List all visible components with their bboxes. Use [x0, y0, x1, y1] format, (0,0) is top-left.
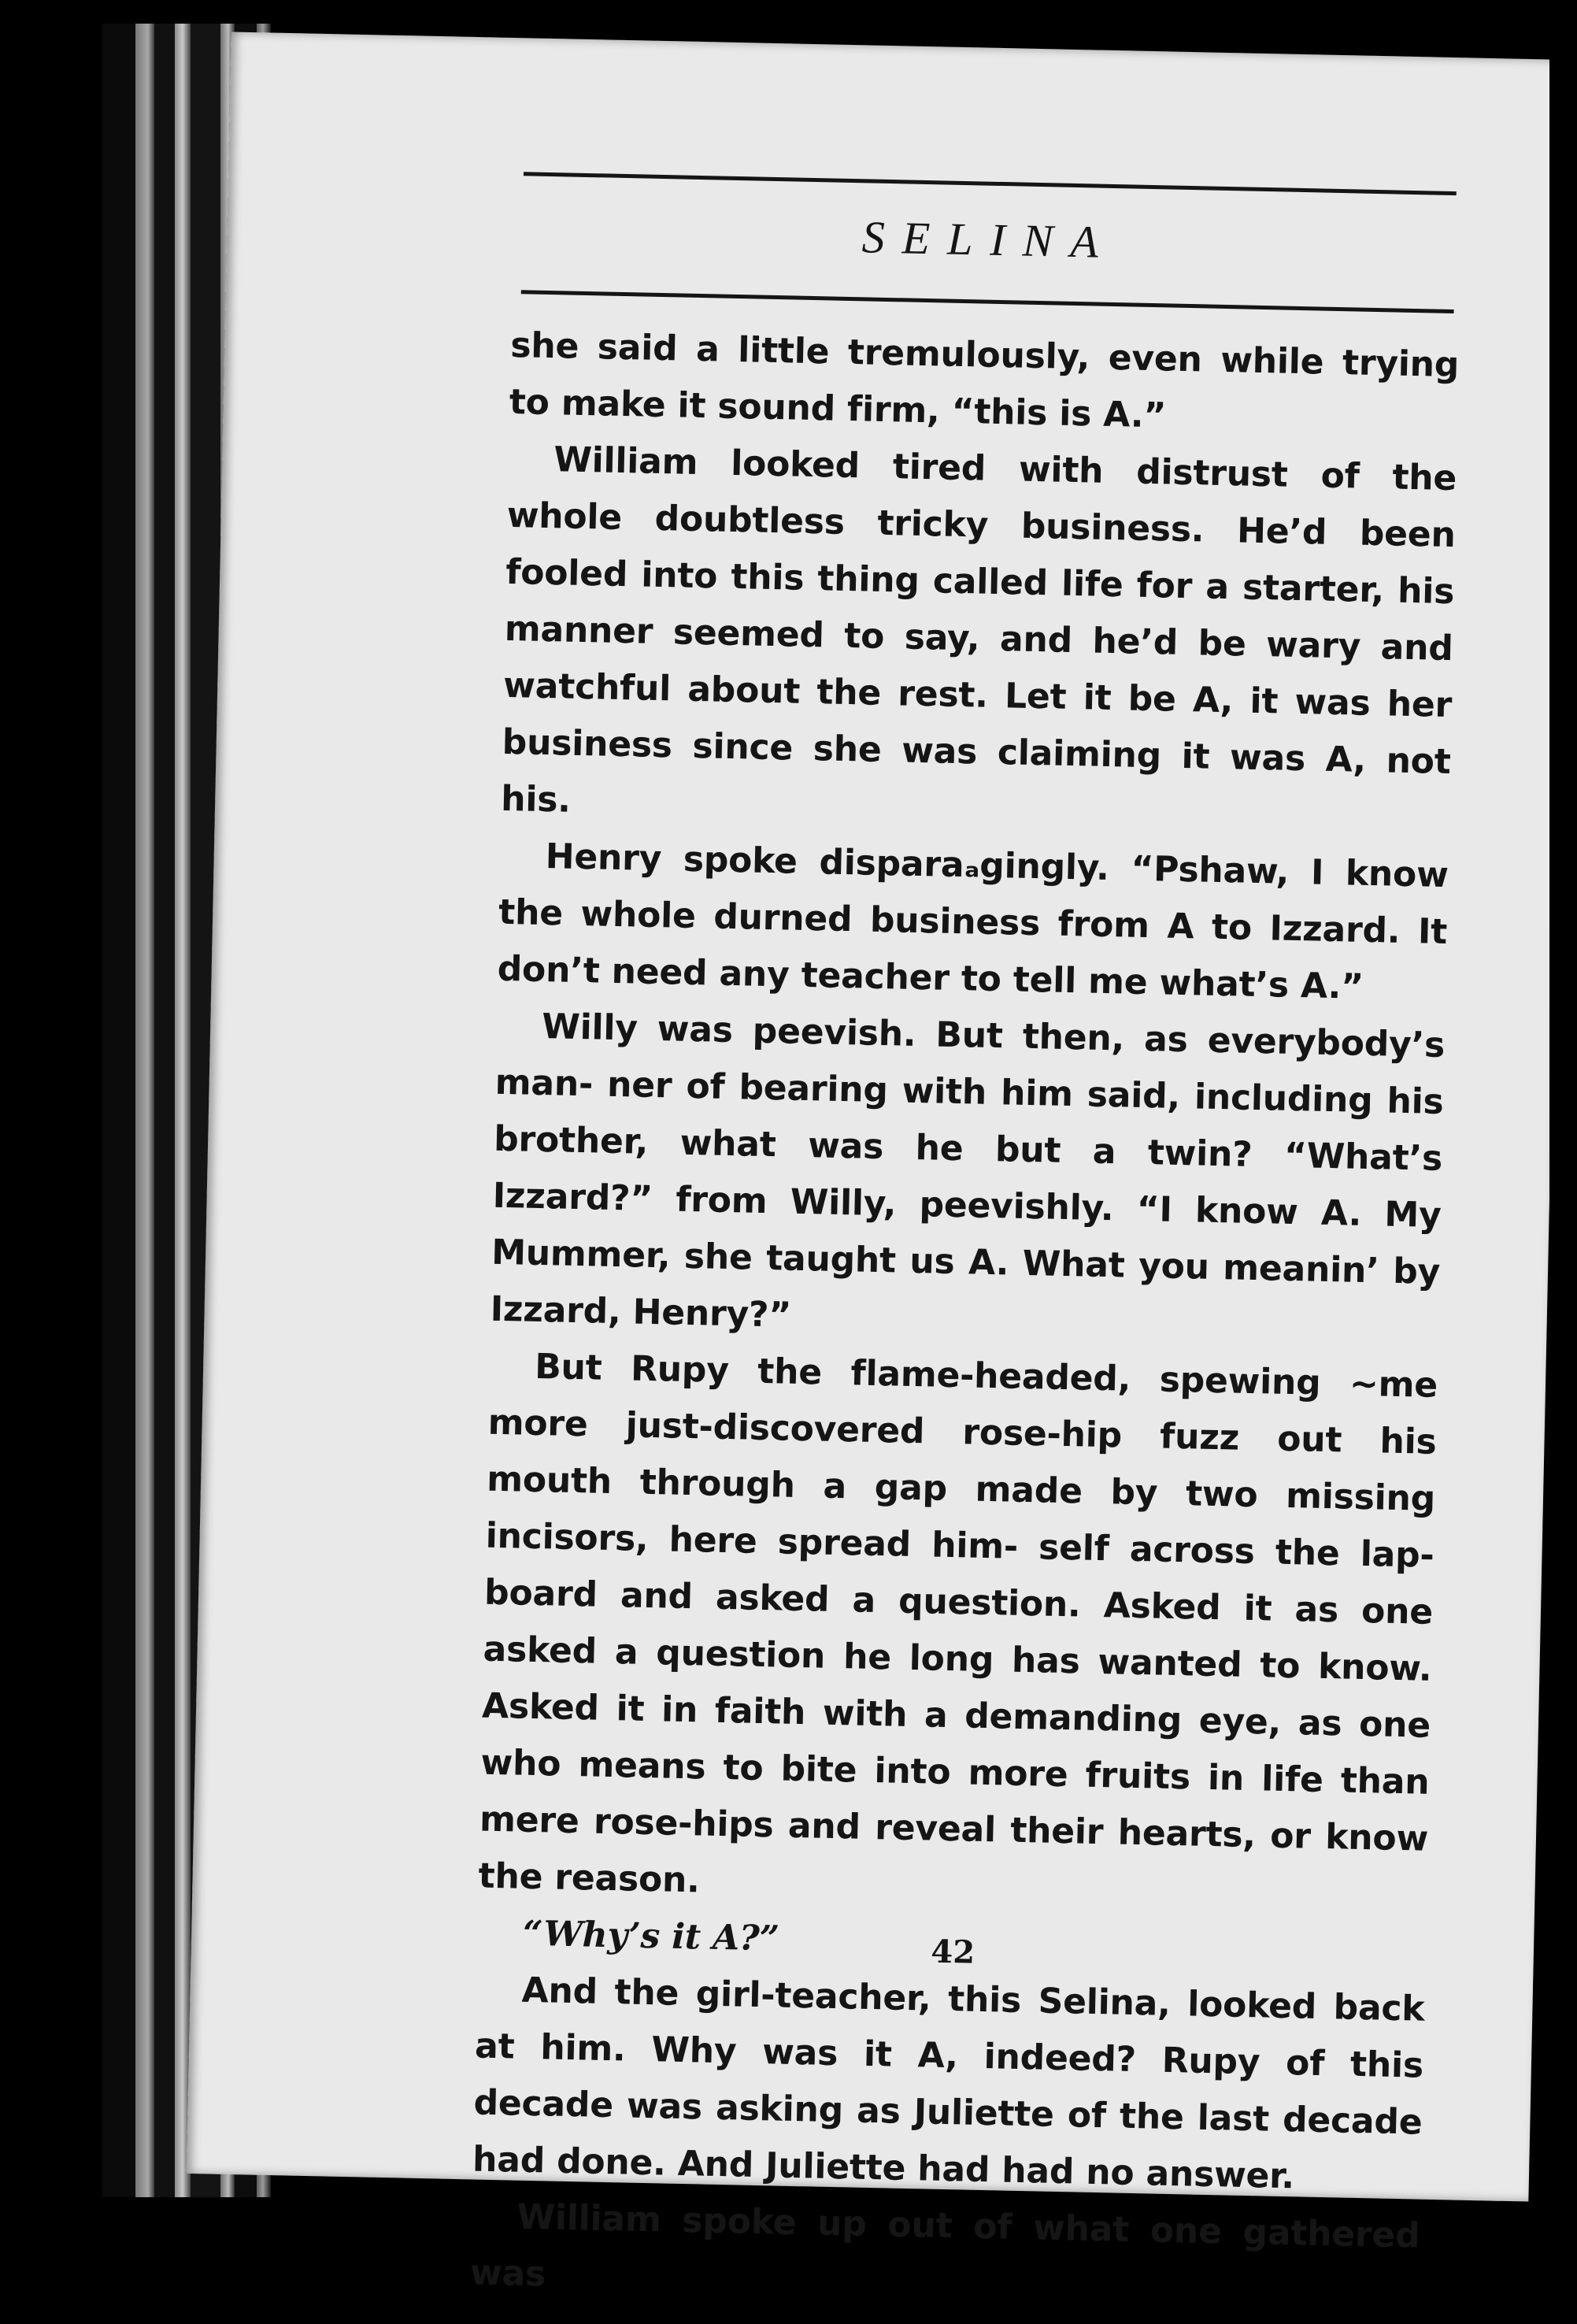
body-text	[469, 317, 1460, 2322]
book-page	[187, 32, 1574, 2295]
header-rule-top	[524, 172, 1457, 195]
header-rule-bottom	[521, 290, 1454, 313]
paragraph: Willy was peevish. But then, as everybody’s man- ner of bearing with him said, including his brother, what was he but a twin? “What’s Izzard?” from Willy, peevishly. “I know A. My Mummer, she taught us A. What you meanin’ by Izzard, Henry?”	[490, 1006, 1446, 1336]
page-number: 42	[930, 1933, 975, 1971]
paragraph: William spoke up out of what one gathered was	[469, 2196, 1420, 2295]
paragraph: William looked tired with distrust of the whole doubtless tricky business. He’d been fooled into this thing called life for a starter, his manner seemed to say, and he’d be wary and watchful about the rest. Let it be A, it was her business since she was claiming it was A, not his.	[500, 439, 1457, 821]
scan-border	[1549, 0, 1577, 2199]
paragraph: And the girl-teacher, this Selina, looked back at him. Why was it A, indeed? Rupy of this decade was asking as Juliette of the last decade had done. And Juliette had had no answer.	[472, 1970, 1425, 2197]
paragraph-quote: “Why’s it A?”	[522, 1913, 780, 1959]
running-head: SELINA	[861, 211, 1116, 269]
paragraph: she said a little tremulously, even while trying to make it sound firm, “this is A.”	[509, 324, 1460, 436]
paragraph: Henry spoke disparaₐgingly. “Pshaw, I know the whole durned business from A to Izzard. It don’t need any teacher to tell me what’s A.”	[497, 836, 1449, 1007]
paragraph: But Rupy the flame-headed, spewing ~me more just-discovered rose-hip fuzz out his mouth through a gap made by two missing incisors, here spread him- self across the lap-board and asked a question. Asked it as one asked a question he long has wanted to know. Asked it in faith with a demanding eye, as one who means to bite into more fruits in life than mere rose-hips and reveal their hearts, or know the reason.	[478, 1346, 1438, 1901]
